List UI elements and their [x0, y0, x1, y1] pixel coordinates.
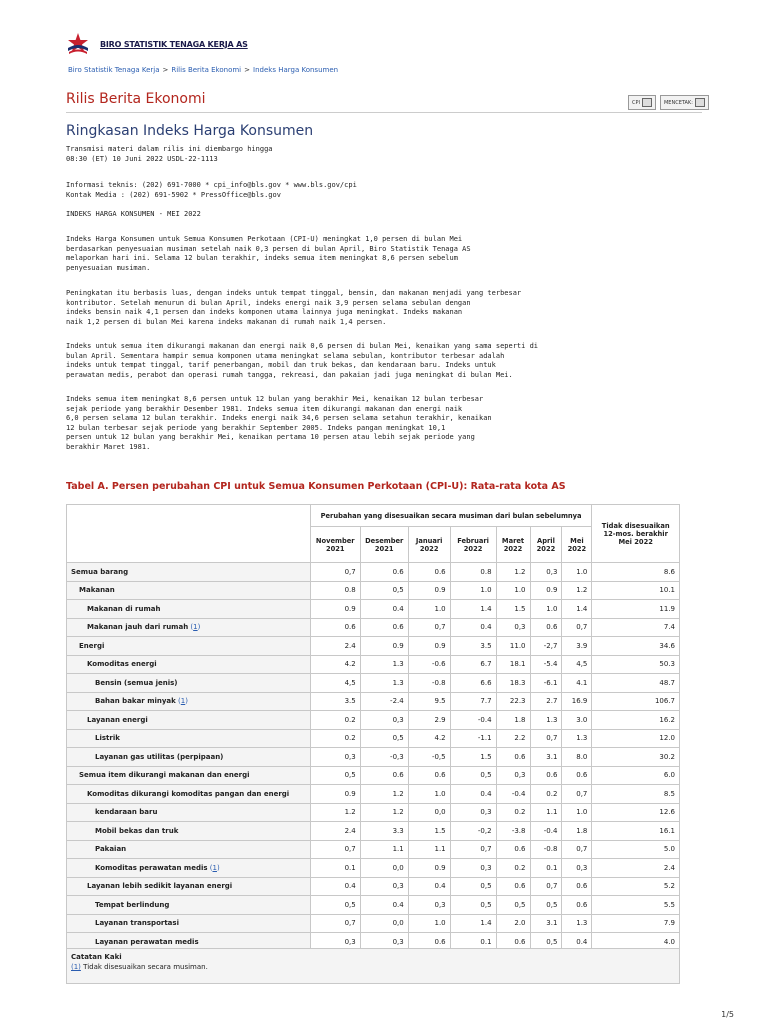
table-cell: 4.0 [592, 933, 680, 952]
table-cell: 1.0 [562, 803, 592, 822]
table-row [67, 711, 680, 730]
table-cell: 0.8 [450, 563, 496, 582]
table-cell: 1.4 [450, 914, 496, 933]
row-label-text: Layanan gas utilitas (perpipaan) [95, 752, 224, 761]
table-row [67, 822, 680, 841]
table-cell: 0.9 [408, 581, 450, 600]
table-row [67, 803, 680, 822]
table-cell: 1.3 [360, 674, 408, 693]
row-label-text: kendaraan baru [95, 808, 158, 817]
table-cell: 2.0 [496, 914, 530, 933]
column-header: Desember 2021 [360, 527, 408, 563]
breadcrumb-item[interactable]: Indeks Harga Konsumen [253, 66, 339, 74]
table-cell: 5.5 [592, 896, 680, 915]
row-label [67, 896, 311, 915]
row-label [67, 729, 311, 748]
row-label-text: Semua item dikurangi makanan dan energi [79, 771, 250, 780]
page-number: 1/5 [721, 1010, 734, 1019]
breadcrumb-separator: > [162, 66, 169, 74]
table-cell: 1.2 [496, 563, 530, 582]
footnote-ref-link[interactable]: 1 [193, 623, 198, 632]
row-label [67, 637, 311, 656]
table-title: Tabel A. Persen perubahan CPI untuk Semua Konsumen Perkotaan (CPI-U): Rata-rata kota AS [66, 481, 566, 492]
table-cell: 3.9 [562, 637, 592, 656]
row-label-text: Layanan energi [87, 715, 148, 724]
column-header: Februari 2022 [450, 527, 496, 563]
table-row [67, 600, 680, 619]
table-cell: 0.6 [408, 563, 450, 582]
table-cell: 0.1 [310, 859, 360, 878]
table-cell: 1.5 [450, 748, 496, 767]
table-cell: 0.6 [408, 766, 450, 785]
row-label-text: Komoditas energi [87, 660, 157, 669]
table-cell: 1.3 [360, 655, 408, 674]
table-cell: 0.4 [562, 933, 592, 952]
row-label-text: Makanan jauh dari rumah [87, 623, 189, 632]
table-cell: 1.0 [530, 600, 562, 619]
row-label: Bahan bakar minyak (1) [67, 692, 311, 711]
table-cell: 2.9 [408, 711, 450, 730]
cpi-table [66, 504, 680, 952]
table-cell: 0.6 [530, 618, 562, 637]
divider [66, 112, 702, 113]
group-header: Perubahan yang disesuaikan secara musiman dari bulan sebelumnya [310, 505, 592, 527]
table-row [67, 563, 680, 582]
table-cell: 0,7 [310, 914, 360, 933]
table-cell: 22.3 [496, 692, 530, 711]
table-cell: 1.8 [562, 822, 592, 841]
table-cell: 0.4 [450, 618, 496, 637]
table-cell: 0.9 [408, 859, 450, 878]
table-cell: 0,3 [562, 859, 592, 878]
paragraph-4: Indeks semua item meningkat 8,6 persen untuk 12 bulan yang berakhir Mei, kenaikan 12 bulan terbesar sejak periode yang berakhir Desember 1981. Indeks semua item dikurangi makanan dan energi naik 6,0 persen selama 12 bulan terakhir. Indeks energi naik 34,6 persen selama setahun terakhir, kenaikan 12 bulan terbesar sejak periode yang berakhir September 2005. Indeks pangan meningkat 10,1 persen untuk 12 bulan yang berakhir Mei, kenaikan pertama 10 persen atau lebih sejak periode yang berakhir Maret 1981. [66, 395, 492, 451]
table-cell: 6.6 [450, 674, 496, 693]
table-row [67, 618, 680, 637]
table-cell: 0,0 [408, 803, 450, 822]
table-cell: 12.6 [592, 803, 680, 822]
table-cell: 1.2 [562, 581, 592, 600]
table-cell: 0,5 [450, 896, 496, 915]
table-row [67, 637, 680, 656]
row-label [67, 748, 311, 767]
table-row [67, 914, 680, 933]
row-label: Makanan jauh dari rumah (1) [67, 618, 311, 637]
footnote-text: Tidak disesuaikan secara musiman. [83, 963, 208, 971]
row-label-text: Mobil bekas dan truk [95, 826, 179, 835]
table-cell: -0,5 [408, 748, 450, 767]
row-label-text: Bensin (semua jenis) [95, 678, 178, 687]
footnote-ref-link[interactable]: 1 [212, 863, 217, 872]
table-cell: 4.1 [562, 674, 592, 693]
row-label-text: Tempat berlindung [95, 900, 170, 909]
table-cell: 1.3 [530, 711, 562, 730]
table-row [67, 877, 680, 896]
table-cell: 8.5 [592, 785, 680, 804]
row-label-text: Energi [79, 641, 105, 650]
table-cell: 0,3 [360, 933, 408, 952]
table-cell: 7.4 [592, 618, 680, 637]
table-cell: 0.6 [360, 563, 408, 582]
table-cell: 3.0 [562, 711, 592, 730]
table-cell: -0.6 [408, 655, 450, 674]
table-cell: 0,5 [530, 896, 562, 915]
footnote-ref-link[interactable]: 1 [180, 697, 186, 706]
table-cell: 9.5 [408, 692, 450, 711]
table-cell: 0,0 [360, 914, 408, 933]
table-cell: 0,3 [310, 933, 360, 952]
table-cell: 0.6 [310, 618, 360, 637]
row-label-text: Layanan lebih sedikit layanan energi [87, 882, 233, 891]
table-cell: 16.2 [592, 711, 680, 730]
table-cell: 0.4 [450, 785, 496, 804]
table-row [67, 674, 680, 693]
table-row [67, 840, 680, 859]
table-cell: 11.9 [592, 600, 680, 619]
table-cell: 0,3 [496, 618, 530, 637]
table-cell: 1.1 [408, 840, 450, 859]
table-row [67, 859, 680, 878]
table-cell: 0,3 [450, 803, 496, 822]
table-cell: 1.1 [360, 840, 408, 859]
table-cell: 0.4 [360, 600, 408, 619]
table-cell: 0.6 [562, 877, 592, 896]
row-label-text: Layanan perawatan medis [95, 937, 199, 946]
table-cell: 1.1 [530, 803, 562, 822]
table-cell: 0,5 [310, 896, 360, 915]
table-cell: -0,3 [360, 748, 408, 767]
breadcrumb-item[interactable]: Biro Statistik Tenaga Kerja [68, 66, 160, 74]
bls-logo[interactable] [66, 32, 90, 56]
table-cell: 1.5 [496, 600, 530, 619]
table-cell: 0,3 [408, 896, 450, 915]
table-cell: 0.9 [310, 785, 360, 804]
table-cell: 0.4 [408, 877, 450, 896]
column-header: Maret 2022 [496, 527, 530, 563]
table-cell: 0.6 [360, 618, 408, 637]
table-cell: 1.2 [360, 803, 408, 822]
table-cell: 4,5 [562, 655, 592, 674]
contact-info: Informasi teknis: (202) 691-7000 * cpi_info@bls.gov * www.bls.gov/cpi Kontak Media : (202) 691-5902 * PressOffice@bls.gov [66, 181, 357, 199]
table-row [67, 729, 680, 748]
table-cell: 6.0 [592, 766, 680, 785]
table-cell: 2.4 [592, 859, 680, 878]
table-cell: 12.0 [592, 729, 680, 748]
table-cell: 0.6 [408, 933, 450, 952]
table-cell: 7.7 [450, 692, 496, 711]
table-cell: 16.9 [562, 692, 592, 711]
section-title: Rilis Berita Ekonomi [66, 91, 206, 107]
table-cell: 18.3 [496, 674, 530, 693]
table-row [67, 748, 680, 767]
footnotes [66, 948, 680, 984]
table-cell: -2,7 [530, 637, 562, 656]
table-cell: 0,7 [310, 563, 360, 582]
table-cell: 3.3 [360, 822, 408, 841]
table-cell: 3.1 [530, 914, 562, 933]
table-cell: 1.3 [562, 914, 592, 933]
table-cell: 0.6 [530, 766, 562, 785]
site-header [66, 32, 248, 56]
cpi-button[interactable] [628, 95, 656, 110]
table-row [67, 766, 680, 785]
table-cell: 0.6 [562, 766, 592, 785]
footnotes-heading: Catatan Kaki [71, 953, 122, 961]
table-cell: -0.8 [408, 674, 450, 693]
table-cell: 8.0 [562, 748, 592, 767]
row-label [67, 766, 311, 785]
paragraph-2: Peningkatan itu berbasis luas, dengan indeks untuk tempat tinggal, bensin, dan makanan menjadi yang terbesar kontributor. Setelah menurun di bulan April, indeks energi naik 3,9 persen selama sebulan dengan indeks bensin naik 4,1 persen dan indeks komponen utama lainnya juga meningkat. Indeks makanan naik 1,2 persen di bulan Mei karena indeks makanan di rumah naik 1,4 persen. [66, 289, 522, 326]
table-cell: 1.2 [310, 803, 360, 822]
breadcrumb-separator: > [244, 66, 251, 74]
table-cell: 0,7 [310, 840, 360, 859]
embargo-text: Transmisi materi dalam rilis ini diembargo hingga 08:30 (ET) 10 Juni 2022 USDL-22-1113 [66, 145, 273, 163]
column-header: November 2021 [310, 527, 360, 563]
column-header: Mei 2022 [562, 527, 592, 563]
table-cell: -0.4 [530, 822, 562, 841]
table-cell: 50.3 [592, 655, 680, 674]
table-cell: 30.2 [592, 748, 680, 767]
table-cell: 1.4 [450, 600, 496, 619]
footnote-item [67, 963, 679, 971]
table-cell: 1.0 [450, 581, 496, 600]
table-cell: 0.9 [310, 600, 360, 619]
page-title: Ringkasan Indeks Harga Konsumen [66, 123, 314, 139]
table-cell: -0.8 [530, 840, 562, 859]
table-cell: 0,7 [530, 729, 562, 748]
table-cell: 5.2 [592, 877, 680, 896]
paragraph-1: Indeks Harga Konsumen untuk Semua Konsumen Perkotaan (CPI-U) meningkat 1,0 persen di bulan Mei berdasarkan penyesuaian musiman setelah naik 0,3 persen di bulan April, Biro Statistik Tenaga AS melaporkan hari ini. Selama 12 bulan terakhir, indeks semua item meningkat 8,6 persen sebelum penyesuaian musiman. [66, 235, 471, 272]
row-label [67, 803, 311, 822]
row-label [67, 914, 311, 933]
table-cell: 0,5 [496, 896, 530, 915]
table-cell: 1.5 [408, 822, 450, 841]
table-cell: 0,3 [450, 859, 496, 878]
table-cell: 0.2 [310, 729, 360, 748]
document-icon [642, 98, 652, 107]
row-label [67, 600, 311, 619]
table-cell: -5.4 [530, 655, 562, 674]
table-cell: 0.6 [496, 748, 530, 767]
table-cell: 0,7 [562, 618, 592, 637]
row-label [67, 877, 311, 896]
table-row [67, 896, 680, 915]
table-cell: 1.0 [408, 785, 450, 804]
table-cell: 4,5 [310, 674, 360, 693]
table-cell: -0.4 [450, 711, 496, 730]
row-label [67, 785, 311, 804]
table-cell: 10.1 [592, 581, 680, 600]
table-cell: -1.1 [450, 729, 496, 748]
table-cell: 0.6 [562, 896, 592, 915]
table-cell: 6.7 [450, 655, 496, 674]
table-cell: 0.1 [450, 933, 496, 952]
table-cell: 1.0 [408, 914, 450, 933]
table-cell: 0,5 [360, 729, 408, 748]
org-name-link[interactable]: BIRO STATISTIK TENAGA KERJA AS [100, 39, 248, 49]
table-cell: 8.6 [592, 563, 680, 582]
paragraph-3: Indeks untuk semua item dikurangi makanan dan energi naik 0,6 persen di bulan Mei, kenaikan yang sama seperti di bulan April. Sementara hampir semua komponen utama meningkat selama sebulan, kontributor terbesar adalah indeks untuk tempat tinggal, tarif penerbangan, mobil dan truk bekas, dan kendaraan baru. Indeks untuk perawatan medis, perabot dan operasi rumah tangga, rekreasi, dan pakaian jadi juga meningkat di bulan Mei. [66, 342, 539, 379]
table-cell: 106.7 [592, 692, 680, 711]
table-cell: 11.0 [496, 637, 530, 656]
table-cell: 3.1 [530, 748, 562, 767]
breadcrumb-item[interactable]: Rilis Berita Ekonomi [171, 66, 242, 74]
breadcrumb [68, 66, 338, 74]
table-cell: 1.0 [496, 581, 530, 600]
table-cell: 2.4 [310, 822, 360, 841]
table-row [67, 692, 680, 711]
table-cell: 48.7 [592, 674, 680, 693]
table-cell: 1.2 [360, 785, 408, 804]
footnote-link[interactable]: (1) [71, 963, 81, 971]
row-label [67, 563, 311, 582]
table-cell: 2.2 [496, 729, 530, 748]
table-cell: 0.6 [496, 840, 530, 859]
table-cell: 1.8 [496, 711, 530, 730]
table-cell: 0.6 [496, 877, 530, 896]
row-label [67, 655, 311, 674]
table-cell: -0,2 [450, 822, 496, 841]
table-cell: 16.1 [592, 822, 680, 841]
row-label [67, 822, 311, 841]
table-cell: 0,5 [360, 581, 408, 600]
table-cell: 0.6 [360, 766, 408, 785]
table-cell: 0.2 [496, 803, 530, 822]
table-cell: 0,3 [360, 711, 408, 730]
print-label: MENCETAK: [663, 99, 693, 106]
table-cell: 0.2 [530, 785, 562, 804]
row-label [67, 840, 311, 859]
row-label-text: Semua barang [71, 567, 129, 576]
row-label-text: Makanan di rumah [87, 604, 161, 613]
table-cell: -6.1 [530, 674, 562, 693]
table-cell: 0.2 [496, 859, 530, 878]
table-cell: 0.1 [530, 859, 562, 878]
table-cell: 0.8 [310, 581, 360, 600]
row-label-text: Layanan transportasi [95, 919, 179, 928]
table-cell: 1.0 [562, 563, 592, 582]
row-label-text: Pakaian [95, 845, 127, 854]
table-cell: 0,3 [310, 748, 360, 767]
table-cell: 0,5 [310, 766, 360, 785]
table-cell: 0.9 [408, 637, 450, 656]
table-cell: 0.9 [360, 637, 408, 656]
table-cell: 0,7 [408, 618, 450, 637]
row-label-text: Listrik [95, 734, 120, 743]
print-button[interactable] [660, 95, 709, 110]
table-cell: 0.4 [360, 896, 408, 915]
row-label [67, 674, 311, 693]
column-header: Januari 2022 [408, 527, 450, 563]
table-cell: 2.4 [310, 637, 360, 656]
table-cell: 0,3 [360, 877, 408, 896]
table-cell: 0,7 [530, 877, 562, 896]
table-cell: 0.9 [530, 581, 562, 600]
table-cell: -0.4 [496, 785, 530, 804]
row-label [67, 711, 311, 730]
table-cell: 0,7 [562, 785, 592, 804]
table-cell: 1.3 [562, 729, 592, 748]
table-cell: -2.4 [360, 692, 408, 711]
table-cell: 0,5 [450, 877, 496, 896]
table-cell: 34.6 [592, 637, 680, 656]
table-cell: 4.2 [310, 655, 360, 674]
cpi-label: CPI [632, 99, 640, 106]
column-header: April 2022 [530, 527, 562, 563]
table-cell: 7.9 [592, 914, 680, 933]
table-cell: 2.7 [530, 692, 562, 711]
release-heading: INDEKS HARGA KONSUMEN - MEI 2022 [66, 210, 201, 218]
toolbar [628, 95, 709, 110]
unadjusted-header: Tidak disesuaikan 12-mos. berakhir Mei 2022 [592, 505, 680, 563]
table-cell: 0.2 [310, 711, 360, 730]
row-label [67, 581, 311, 600]
table-cell: 4.2 [408, 729, 450, 748]
table-cell: 1.0 [408, 600, 450, 619]
table-cell: 0,7 [562, 840, 592, 859]
row-label-text: Makanan [79, 586, 115, 595]
row-label: Komoditas perawatan medis (1) [67, 859, 311, 878]
row-label-text: Komoditas perawatan medis [95, 863, 208, 872]
table-row [67, 581, 680, 600]
table-cell: 3.5 [450, 637, 496, 656]
table-row [67, 785, 680, 804]
table-cell: 0,3 [530, 563, 562, 582]
table-cell: 18.1 [496, 655, 530, 674]
table-cell: 0.4 [310, 877, 360, 896]
table-row [67, 655, 680, 674]
table-corner [67, 505, 311, 563]
table-cell: 0,5 [450, 766, 496, 785]
table-cell: 3.5 [310, 692, 360, 711]
table-cell: 0,3 [496, 766, 530, 785]
row-label-text: Komoditas dikurangi komoditas pangan dan energi [87, 789, 290, 798]
table-cell: 0,7 [450, 840, 496, 859]
printer-icon [695, 98, 705, 107]
table-cell: 0.6 [496, 933, 530, 952]
table-cell: 1.4 [562, 600, 592, 619]
table-cell: 0,0 [360, 859, 408, 878]
row-label-text: Bahan bakar minyak [95, 697, 176, 706]
table-cell: -3.8 [496, 822, 530, 841]
table-cell: 5.0 [592, 840, 680, 859]
table-cell: 0,5 [530, 933, 562, 952]
